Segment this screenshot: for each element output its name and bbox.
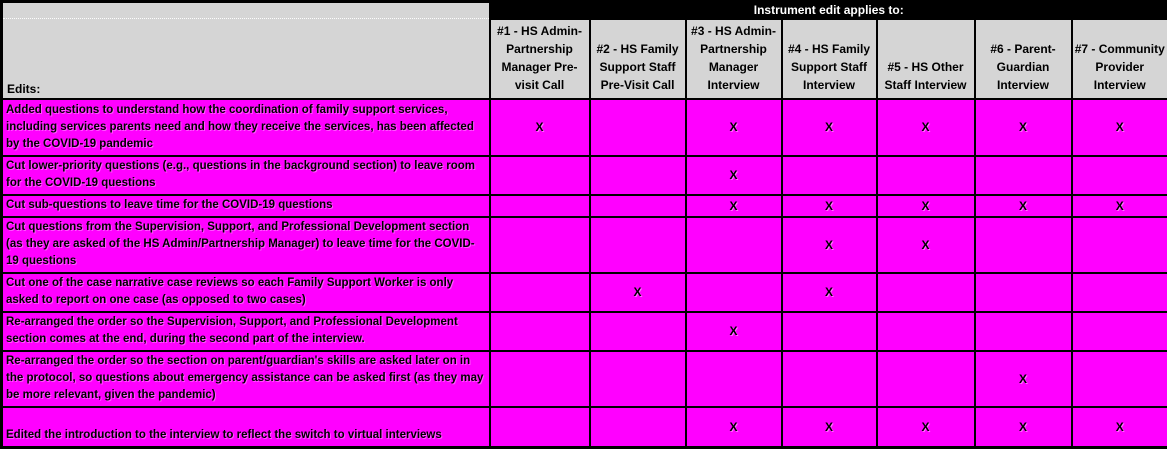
applies-mark-cell: X [975, 99, 1072, 156]
edit-description-cell: Cut sub-questions to leave time for the COVID-19 questions [2, 195, 490, 217]
table-row [2, 195, 1167, 217]
applies-mark-cell [975, 273, 1072, 312]
applies-mark-cell: X [1072, 99, 1167, 156]
applies-mark-cell [490, 407, 590, 448]
applies-mark-cell [1072, 217, 1167, 273]
applies-mark-cell [590, 217, 686, 273]
applies-mark-cell [686, 273, 782, 312]
applies-mark-cell: X [877, 407, 975, 448]
applies-mark-cell [1072, 312, 1167, 351]
applies-mark-cell [1072, 351, 1167, 407]
column-header-7: #7 - Community Provider Interview [1072, 19, 1167, 99]
applies-mark-cell: X [686, 156, 782, 195]
applies-mark-cell: X [1072, 195, 1167, 217]
column-header-2: #2 - HS Family Support Staff Pre-Visit Call [590, 19, 686, 99]
applies-mark-cell [490, 351, 590, 407]
edits-header-label: Edits: [7, 82, 40, 96]
column-header-1: #1 - HS Admin-Partnership Manager Pre-visit Call [490, 19, 590, 99]
applies-mark-cell [877, 156, 975, 195]
table-row [2, 351, 1167, 407]
edit-description-cell: Cut one of the case narrative case reviews so each Family Support Worker is only asked to report on one case (as opposed to two cases) [2, 273, 490, 312]
applies-mark-cell [782, 312, 877, 351]
applies-mark-cell: X [686, 99, 782, 156]
applies-mark-cell [1072, 273, 1167, 312]
edit-description-cell: Cut lower-priority questions (e.g., questions in the background section) to leave room for the COVID-19 questions [2, 156, 490, 195]
edit-description-cell: Re-arranged the order so the section on parent/guardian's skills are asked later on in the protocol, so questions about emergency assistance can be asked first (as they may be more relevant, given the pandemic) [2, 351, 490, 407]
applies-mark-cell [490, 217, 590, 273]
applies-mark-cell [975, 156, 1072, 195]
edits-header-cell [2, 2, 490, 99]
applies-mark-cell: X [877, 99, 975, 156]
applies-mark-cell [490, 195, 590, 217]
applies-mark-cell [686, 351, 782, 407]
applies-mark-cell: X [686, 195, 782, 217]
table-row [2, 273, 1167, 312]
applies-mark-cell [782, 156, 877, 195]
table-row [2, 99, 1167, 156]
applies-mark-cell: X [877, 217, 975, 273]
applies-mark-cell [590, 99, 686, 156]
column-header-3: #3 - HS Admin-Partnership Manager Interview [686, 19, 782, 99]
applies-mark-cell [490, 273, 590, 312]
applies-mark-cell: X [686, 407, 782, 448]
column-header-6: #6 - Parent-Guardian Interview [975, 19, 1072, 99]
applies-mark-cell: X [975, 351, 1072, 407]
table-row [2, 312, 1167, 351]
applies-mark-cell: X [877, 195, 975, 217]
applies-mark-cell [590, 407, 686, 448]
applies-mark-cell: X [975, 407, 1072, 448]
applies-mark-cell [782, 351, 877, 407]
applies-mark-cell [877, 351, 975, 407]
applies-mark-cell [686, 217, 782, 273]
applies-mark-cell: X [782, 217, 877, 273]
applies-mark-cell: X [782, 99, 877, 156]
applies-mark-cell [877, 312, 975, 351]
applies-mark-cell [590, 156, 686, 195]
applies-mark-cell: X [490, 99, 590, 156]
applies-mark-cell: X [686, 312, 782, 351]
applies-mark-cell [590, 351, 686, 407]
applies-mark-cell: X [782, 273, 877, 312]
edit-description-cell: Added questions to understand how the coordination of family support services, including services parents need and how they receive the services, has been affected by the COVID-19 pandemic [2, 99, 490, 156]
applies-mark-cell [590, 195, 686, 217]
applies-mark-cell: X [782, 195, 877, 217]
applies-mark-cell: X [1072, 407, 1167, 448]
applies-mark-cell [1072, 156, 1167, 195]
edit-description-cell: Edited the introduction to the interview to reflect the switch to virtual interviews [2, 407, 490, 448]
edit-description-cell: Re-arranged the order so the Supervision, Support, and Professional Development section comes at the end, during the second part of the interview. [2, 312, 490, 351]
applies-mark-cell: X [975, 195, 1072, 217]
applies-mark-cell [877, 273, 975, 312]
column-header-4: #4 - HS Family Support Staff Interview [782, 19, 877, 99]
table-row [2, 407, 1167, 448]
applies-mark-cell [975, 217, 1072, 273]
applies-mark-cell [590, 312, 686, 351]
applies-mark-cell [975, 312, 1072, 351]
applies-mark-cell [490, 156, 590, 195]
applies-mark-cell: X [782, 407, 877, 448]
table-row [2, 217, 1167, 273]
applies-mark-cell [490, 312, 590, 351]
dotted-divider [3, 18, 489, 19]
banner-instrument-edit-applies-to: Instrument edit applies to: [490, 2, 1167, 19]
edit-description-cell: Cut questions from the Supervision, Support, and Professional Development section (as they are asked of the HS Admin/Partnership Manager) to leave time for the COVID-19 questions [2, 217, 490, 273]
table-row [2, 156, 1167, 195]
column-header-5: #5 - HS Other Staff Interview [877, 19, 975, 99]
applies-mark-cell: X [590, 273, 686, 312]
